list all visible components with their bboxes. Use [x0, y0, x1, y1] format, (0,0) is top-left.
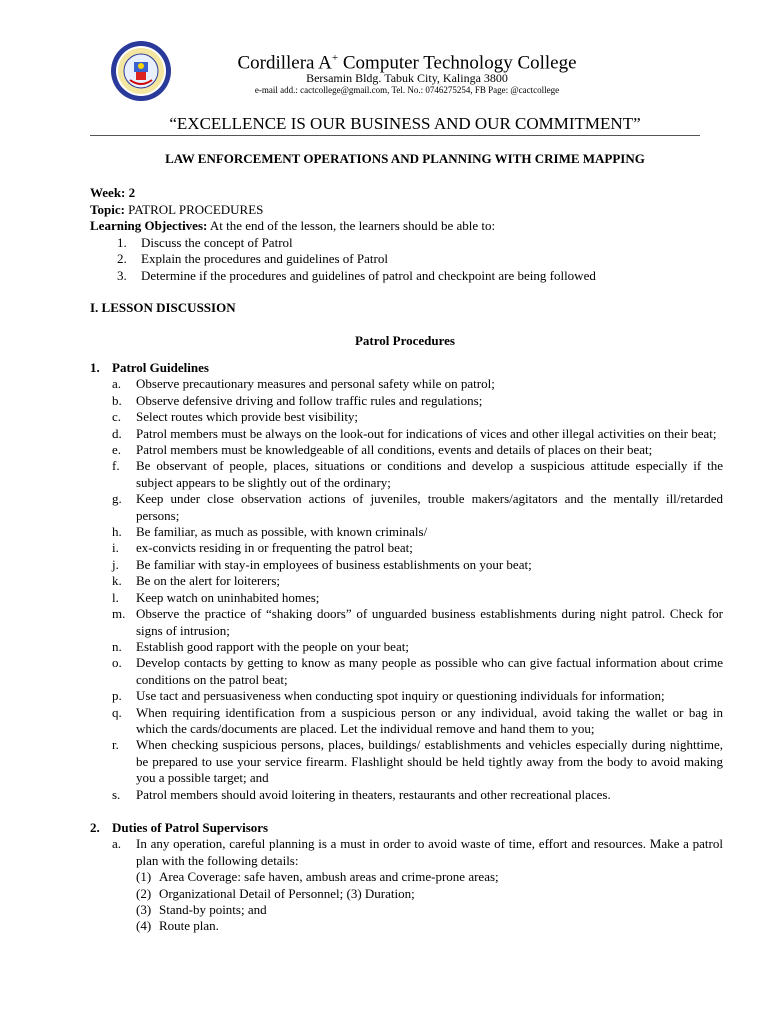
guideline-item-text: When checking suspicious persons, places, buildings/ establishments and vehicles especially during nighttime, be prepared to use your service firearm. Flashlight should be held tightly away from the body to avoid making you a possible target; and	[136, 737, 723, 786]
college-seal-logo	[110, 40, 172, 102]
duties-list	[90, 836, 723, 869]
guideline-item-marker: e.	[112, 442, 122, 458]
duty-item-text: In any operation, careful planning is a must in order to avoid waste of time, effort and resources. Make a patrol plan with the following details:	[136, 836, 723, 868]
guideline-item-marker: d.	[112, 425, 122, 441]
plan-detail-item	[90, 869, 723, 885]
guideline-item-marker: c.	[112, 409, 122, 425]
lesson-meta	[90, 185, 730, 284]
guideline-item	[90, 524, 723, 540]
guideline-item-marker: n.	[112, 638, 122, 654]
guideline-item-text: Patrol members must be always on the look-out for indications of vices and other illegal activities on their beat;	[136, 425, 717, 441]
guideline-item	[90, 442, 723, 458]
guideline-item	[90, 639, 723, 655]
guideline-item	[90, 573, 723, 589]
guideline-item-text: Keep watch on uninhabited homes;	[136, 589, 320, 605]
guideline-item	[90, 458, 723, 491]
guideline-item-marker: s.	[112, 786, 121, 802]
guideline-item	[90, 540, 723, 556]
college-address: Bersamin Bldg. Tabuk City, Kalinga 3800	[306, 71, 508, 85]
objective-item: 2. Explain the procedures and guidelines of Patrol	[117, 251, 388, 266]
guidelines-list	[90, 376, 723, 803]
guideline-item-text: Develop contacts by getting to know as many people as possible who can give factual information about crime conditions on the patrol beat;	[136, 655, 723, 687]
guideline-item-marker: g.	[112, 491, 122, 507]
guideline-item	[90, 426, 723, 442]
objectives-label: Learning Objectives:	[90, 218, 208, 233]
guideline-item-text: Keep under close observation actions of juveniles, trouble makers/agitators and the mentally ill/retarded persons;	[136, 491, 723, 523]
course-title: LAW ENFORCEMENT OPERATIONS AND PLANNING WITH CRIME MAPPING	[165, 151, 645, 166]
college-motto: “EXCELLENCE IS OUR BUSINESS AND OUR COMMITMENT”	[169, 114, 641, 133]
guideline-item	[90, 606, 723, 639]
plan-detail-item-text: Area Coverage: safe haven, ambush areas and crime-prone areas;	[159, 869, 499, 885]
plan-detail-item-text: Route plan.	[159, 918, 219, 934]
objective-item: 1. Discuss the concept of Patrol	[117, 234, 293, 250]
plan-detail-item-text: Organizational Detail of Personnel; (3) Duration;	[159, 885, 415, 901]
guideline-item	[90, 409, 723, 425]
plan-detail-item	[90, 918, 723, 934]
guidelines-heading: 1. Patrol Guidelines	[90, 360, 209, 375]
guideline-item-text: Use tact and persuasiveness when conducting spot inquiry or questioning individuals for information;	[136, 688, 665, 704]
guideline-item	[90, 376, 723, 392]
plan-detail-item-text: Stand-by points; and	[159, 902, 267, 917]
guideline-item-text: Observe the practice of “shaking doors” of unguarded business establishments during night patrol. Check for signs of intrusion;	[136, 606, 723, 638]
guideline-item-marker: i.	[112, 540, 119, 556]
guideline-item-text: Be on the alert for loiterers;	[136, 573, 281, 589]
plan-detail-item	[90, 886, 723, 902]
guideline-item	[90, 393, 723, 409]
guideline-item-marker: b.	[112, 392, 122, 408]
duties-heading: 2. Duties of Patrol Supervisors	[90, 819, 269, 835]
guideline-item	[90, 655, 723, 688]
guideline-item-text: Be familiar, as much as possible, with known criminals/	[136, 524, 428, 540]
guideline-item	[90, 787, 723, 803]
plan-detail-item-marker: (2)	[136, 885, 152, 901]
guideline-item-text: Observe defensive driving and follow traffic rules and regulations;	[136, 392, 483, 408]
guideline-item	[90, 590, 723, 606]
topic-value: PATROL PROCEDURES	[128, 201, 264, 217]
guideline-item-marker: m.	[112, 606, 126, 622]
header-divider	[90, 135, 700, 136]
duty-item-marker: a.	[112, 836, 122, 852]
week-label: Week: 2	[90, 185, 136, 200]
college-name: Cordillera A+ Computer Technology College	[237, 52, 577, 74]
guideline-item-marker: l.	[112, 589, 119, 605]
guideline-item-marker: o.	[112, 655, 122, 671]
guideline-item-marker: r.	[112, 737, 119, 753]
guideline-item-text: Be observant of people, places, situations or conditions and develop a suspicious attitude especially if the subject appears to be slightly out of the ordinary;	[136, 458, 723, 490]
guideline-item	[90, 688, 723, 704]
section-title: I. LESSON DISCUSSION	[90, 300, 236, 315]
guideline-item	[90, 737, 723, 786]
plan-detail-item-marker: (1)	[136, 869, 152, 885]
guideline-item-marker: j.	[112, 556, 119, 572]
section-subtitle: Patrol Procedures	[354, 333, 455, 348]
guideline-item-text: Select routes which provide best visibility;	[136, 409, 359, 425]
plan-detail-item	[90, 902, 723, 918]
guideline-item-marker: k.	[112, 573, 122, 589]
guideline-item	[90, 705, 723, 738]
guideline-item-marker: f.	[112, 458, 120, 474]
guideline-item-text: Observe precautionary measures and personal safety while on patrol;	[136, 376, 495, 392]
topic-label: Topic:	[90, 201, 125, 217]
guideline-item-text: When requiring identification from a suspicious person or any individual, avoid taking the wallet or bag in which the cards/documents are placed. Let the individual remove and hand them to you;	[136, 704, 723, 736]
guideline-item-text: Patrol members should avoid loitering in theaters, restaurants and other recreational places.	[136, 786, 611, 802]
guideline-item-marker: p.	[112, 688, 122, 704]
objectives-intro: At the end of the lesson, the learners should be able to:	[209, 218, 496, 233]
duty-item	[90, 836, 723, 869]
objectives-list	[90, 235, 730, 285]
plan-details-list	[90, 869, 723, 935]
guideline-item-marker: q.	[112, 704, 122, 720]
guideline-item	[90, 491, 723, 524]
objective-item: 3. Determine if the procedures and guidelines of patrol and checkpoint are being followed	[117, 267, 596, 283]
guideline-item-text: Be familiar with stay-in employees of business establishments on your beat;	[136, 556, 532, 572]
guideline-item-text: Patrol members must be knowledgeable of all conditions, events and details of places on their beat;	[136, 442, 653, 458]
college-contact: e-mail add.: cactcollege@gmail.com, Tel. No.: 0746275254, FB Page: @cactcollege	[254, 85, 560, 95]
guideline-item-marker: a.	[112, 376, 122, 392]
plan-detail-item-marker: (3)	[136, 902, 152, 917]
guideline-item-text: ex-convicts residing in or frequenting the patrol beat;	[136, 540, 413, 556]
guideline-item	[90, 557, 723, 573]
guideline-item-marker: h.	[112, 524, 122, 540]
guideline-item-text: Establish good rapport with the people on your beat;	[136, 638, 409, 654]
lesson-body	[90, 360, 723, 935]
plan-detail-item-marker: (4)	[136, 918, 152, 934]
